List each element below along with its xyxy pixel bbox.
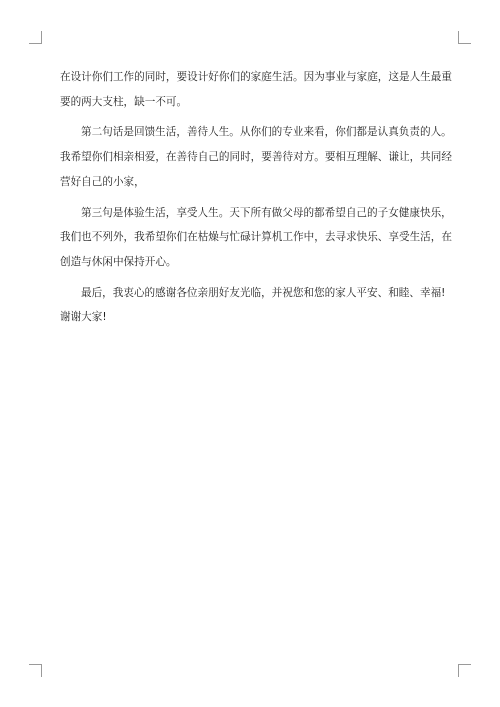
paragraph-line: 创造与休闲中保持开心。 <box>60 255 177 268</box>
document-body <box>60 65 452 336</box>
crop-mark-top-left <box>29 31 42 44</box>
crop-mark-bottom-left <box>29 664 42 677</box>
paragraph-2 <box>60 120 452 194</box>
paragraph-4 <box>60 281 444 330</box>
paragraph-1 <box>60 65 452 114</box>
paragraph-line: 我们也不列外，我希望你们在枯燥与忙碌计算机工作中，去寻求快乐、享受生活，在 <box>60 231 452 244</box>
paragraph-3 <box>60 201 452 275</box>
crop-mark-top-right <box>458 31 471 44</box>
paragraph-line: 第三句是体验生活，享受人生。天下所有做父母的都希望自己的子女健康快乐， <box>81 206 452 219</box>
paragraph-line: 要的两大支柱，缺一不可。 <box>60 95 188 108</box>
crop-mark-bottom-right <box>458 664 471 677</box>
paragraph-line: 在设计你们工作的同时，要设计好你们的家庭生活。因为事业与家庭，这是人生最重 <box>60 71 452 83</box>
paragraph-line: 谢谢大家! <box>60 311 107 324</box>
paragraph-line: 营好自己的小家， <box>60 175 145 188</box>
paragraph-line: 最后，我衷心的感谢各位亲朋好友光临，并祝您和您的家人平安、和睦、幸福! <box>81 286 446 299</box>
paragraph-line: 我希望你们相亲相爱，在善待自己的同时，要善待对方。要相互理解、谦让，共同经 <box>60 151 452 164</box>
paragraph-line: 第二句话是回馈生活，善待人生。从你们的专业来看，你们都是认真负责的人。 <box>81 126 452 139</box>
